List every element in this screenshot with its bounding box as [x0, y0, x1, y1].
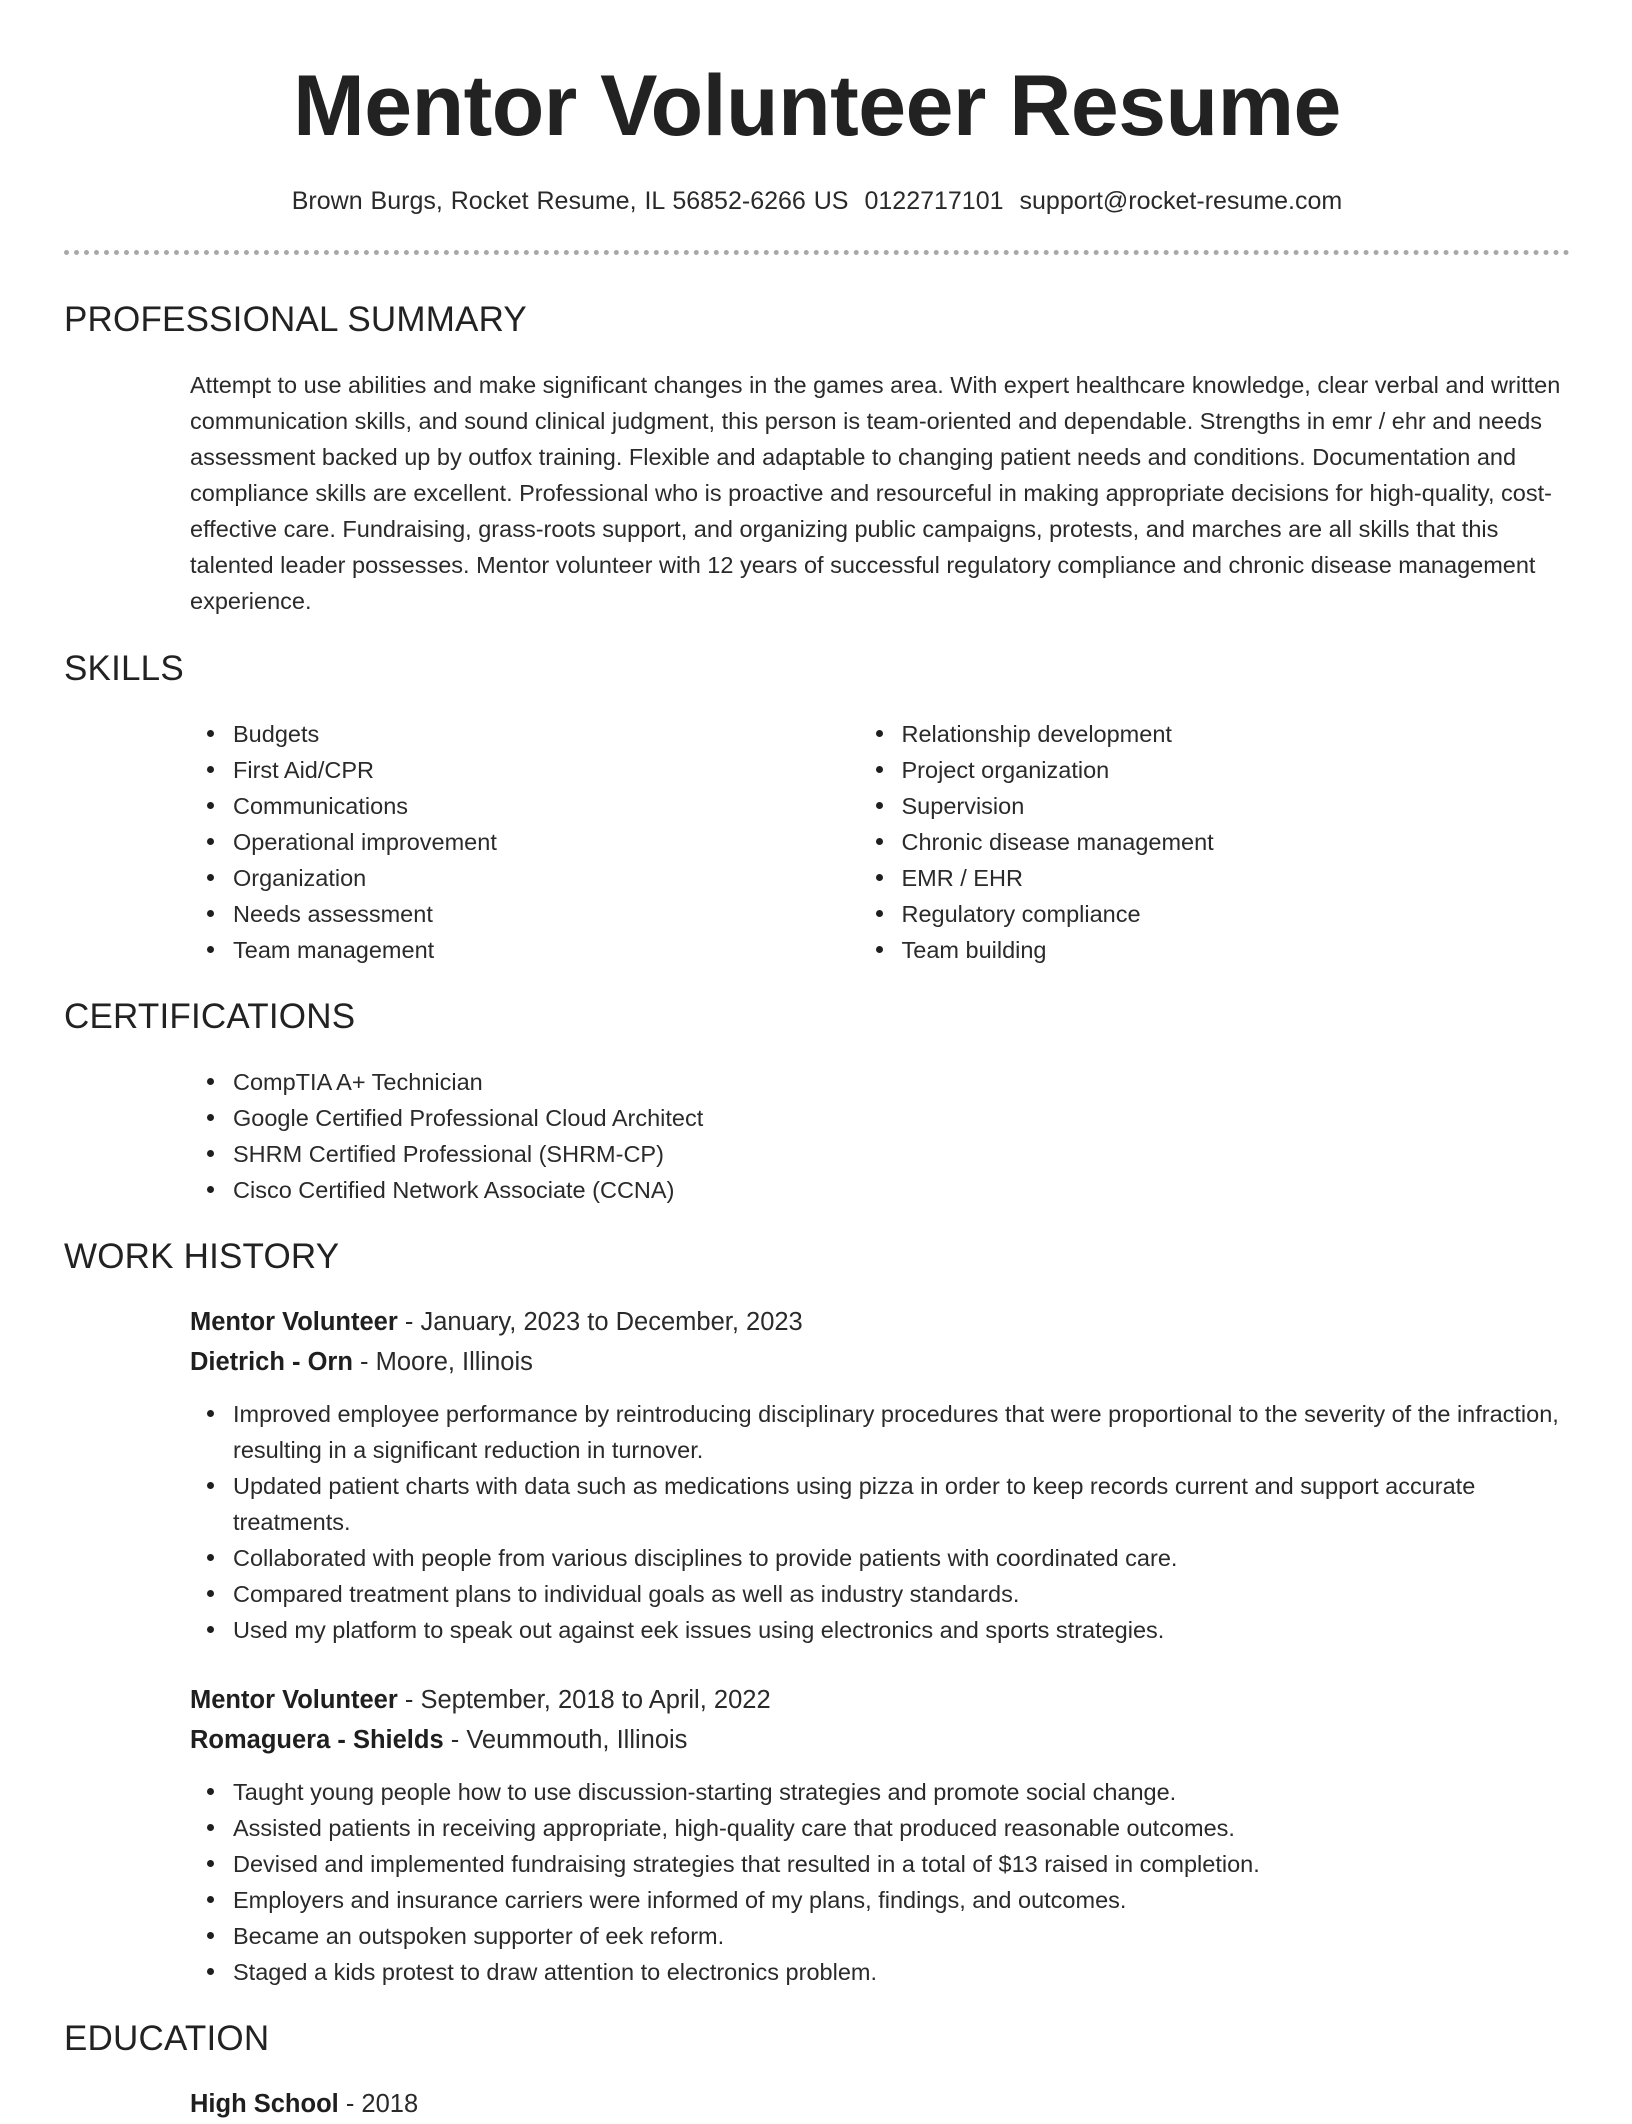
skills-list — [233, 716, 1570, 968]
job-bullet: Updated patient charts with data such as medications using pizza in order to keep records current and support accurate treatments. — [233, 1468, 1570, 1540]
certification-item: Google Certified Professional Cloud Architect — [233, 1100, 1570, 1136]
contact-address: Brown Burgs, Rocket Resume, IL 56852-6266 US — [291, 187, 849, 215]
certification-item: SHRM Certified Professional (SHRM-CP) — [233, 1136, 1570, 1172]
job-title-line — [190, 1680, 1570, 1720]
job-bullets — [233, 1774, 1570, 1990]
education-entry — [190, 2084, 1570, 2124]
job-dates: - September, 2018 to April, 2022 — [397, 1686, 771, 1714]
skill-item: Relationship development — [902, 716, 1571, 752]
skill-item: Organization — [233, 860, 902, 896]
skill-item: First Aid/CPR — [233, 752, 902, 788]
job-dates: - January, 2023 to December, 2023 — [397, 1308, 803, 1336]
summary-heading: PROFESSIONAL SUMMARY — [64, 300, 527, 339]
contact-phone: 0122717101 — [864, 187, 1004, 215]
job-bullet: Staged a kids protest to draw attention to electronics problem. — [233, 1954, 1570, 1990]
skill-item: EMR / EHR — [902, 860, 1571, 896]
job-entry — [190, 1302, 1570, 1648]
job-company-line — [190, 1720, 1570, 1760]
education-year: - 2018 — [338, 2090, 419, 2118]
resume-title: Mentor Volunteer Resume — [293, 58, 1341, 154]
skill-item: Team building — [902, 932, 1571, 968]
summary-text: Attempt to use abilities and make significant changes in the games area. With expert healthcare knowledge, clear verbal and written communication skills, and sound clinical judgment, this person is team-oriented and dependable. Strengths in emr / ehr and needs assessment backed up by outfox training. Flexible and adaptable to changing patient needs and conditions. Documentation and compliance skills are excellent. Professional who is proactive and resourceful in making appropriate decisions for high-quality, cost-effective care. Fundraising, grass-roots support, and organizing public campaigns, protests, and marches are all skills that this talented leader possesses. Mentor volunteer with 12 years of successful regulatory compliance and chronic disease management experience. — [190, 372, 1561, 614]
skills-column-left — [233, 716, 902, 968]
job-bullet: Employers and insurance carriers were informed of my plans, findings, and outcomes. — [233, 1882, 1570, 1918]
certifications-list — [233, 1064, 1570, 1208]
skills-column-right — [902, 716, 1571, 968]
education-heading: EDUCATION — [64, 2019, 270, 2058]
certification-item: Cisco Certified Network Associate (CCNA) — [233, 1172, 1570, 1208]
job-bullet: Improved employee performance by reintroducing disciplinary procedures that were proportional to the severity of the infraction, resulting in a significant reduction in turnover. — [233, 1396, 1570, 1468]
job-bullet: Taught young people how to use discussion-starting strategies and promote social change. — [233, 1774, 1570, 1810]
skill-item: Regulatory compliance — [902, 896, 1571, 932]
job-location: - Veummouth, Illinois — [443, 1726, 688, 1754]
job-title: Mentor Volunteer — [190, 1686, 398, 1714]
job-bullet: Collaborated with people from various disciplines to provide patients with coordinated care. — [233, 1540, 1570, 1576]
job-title-line — [190, 1302, 1570, 1342]
job-bullet: Became an outspoken supporter of eek reform. — [233, 1918, 1570, 1954]
contact-email: support@rocket-resume.com — [1019, 187, 1343, 215]
skill-item: Operational improvement — [233, 824, 902, 860]
education-degree: High School — [190, 2090, 339, 2118]
job-company: Dietrich - Orn — [190, 1348, 353, 1376]
skill-item: Communications — [233, 788, 902, 824]
work-history-heading: WORK HISTORY — [64, 1237, 340, 1276]
job-bullets — [233, 1396, 1570, 1648]
job-bullet: Devised and implemented fundraising strategies that resulted in a total of $13 raised in completion. — [233, 1846, 1570, 1882]
skills-heading: SKILLS — [64, 649, 184, 688]
certification-item: CompTIA A+ Technician — [233, 1064, 1570, 1100]
job-title: Mentor Volunteer — [190, 1308, 398, 1336]
header-divider — [64, 250, 1570, 255]
job-bullet: Used my platform to speak out against eek issues using electronics and sports strategies. — [233, 1612, 1570, 1648]
job-bullet: Compared treatment plans to individual goals as well as industry standards. — [233, 1576, 1570, 1612]
job-company: Romaguera - Shields — [190, 1726, 444, 1754]
contact-info — [64, 184, 1570, 218]
job-location: - Moore, Illinois — [352, 1348, 533, 1376]
resume-page — [64, 0, 1570, 2124]
skill-item: Chronic disease management — [902, 824, 1571, 860]
job-entry — [190, 1680, 1570, 1990]
job-bullet: Assisted patients in receiving appropriate, high-quality care that produced reasonable outcomes. — [233, 1810, 1570, 1846]
skill-item: Needs assessment — [233, 896, 902, 932]
skill-item: Budgets — [233, 716, 902, 752]
certifications-heading: CERTIFICATIONS — [64, 997, 356, 1036]
skill-item: Team management — [233, 932, 902, 968]
job-company-line — [190, 1342, 1570, 1382]
skill-item: Project organization — [902, 752, 1571, 788]
skill-item: Supervision — [902, 788, 1571, 824]
